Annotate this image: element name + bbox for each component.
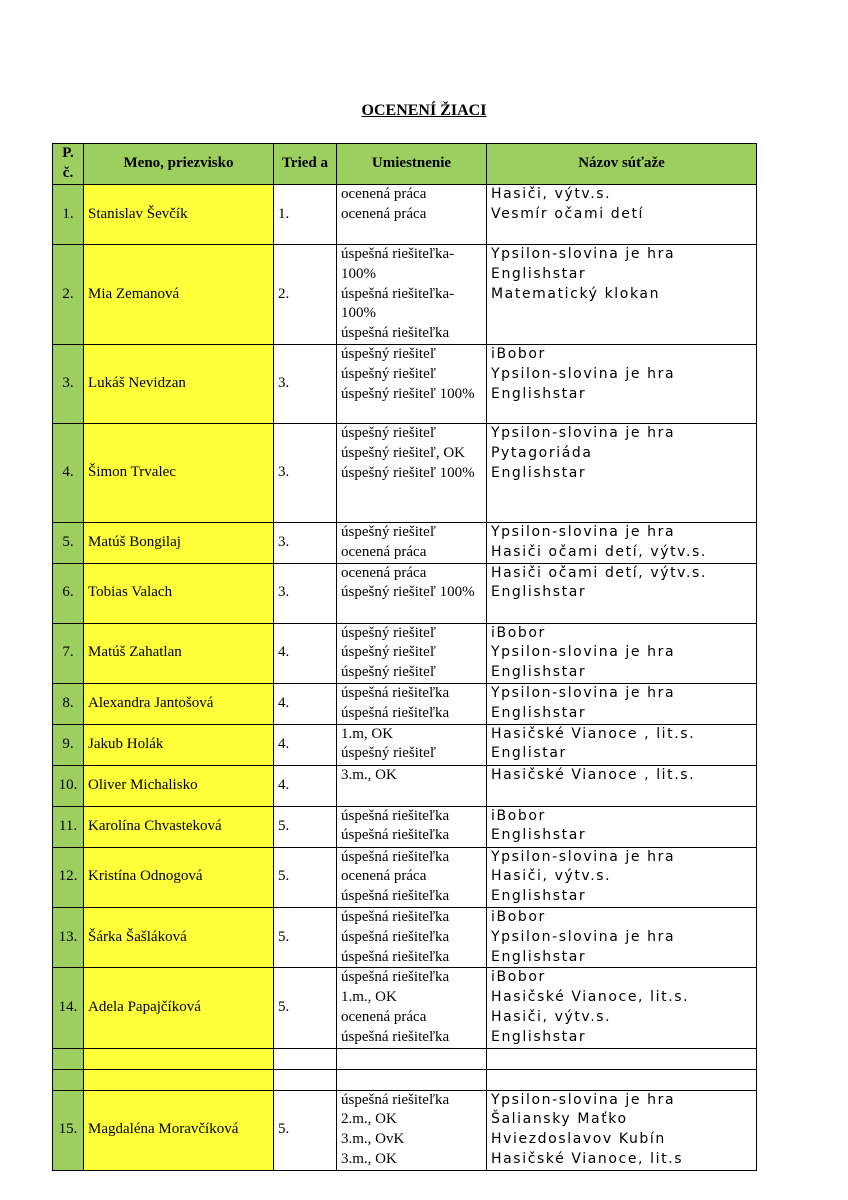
row-number: 4. xyxy=(53,423,84,522)
competition-cell xyxy=(487,522,757,563)
row-number: 5. xyxy=(53,522,84,563)
competition-name: Ypsilon-slovina je hra xyxy=(491,644,676,661)
placement-cell xyxy=(337,1090,487,1170)
student-name: Adela Papajčíková xyxy=(84,968,274,1048)
header-competition: Názov súťaže xyxy=(487,144,757,185)
header-num: P. č. xyxy=(53,144,84,185)
competition-cell xyxy=(487,806,757,847)
student-name: Jakub Holák xyxy=(84,724,274,765)
placement-cell xyxy=(337,185,487,245)
student-name: Šárka Šašláková xyxy=(84,907,274,967)
placement-text: úspešná riešiteľka xyxy=(341,1028,450,1045)
table-row xyxy=(53,344,757,423)
competition-cell xyxy=(487,683,757,724)
competition-name: Hasiči očami detí, výtv.s. xyxy=(491,564,707,581)
competition-name: Englishstar xyxy=(491,265,587,282)
competition-cell xyxy=(487,968,757,1048)
placement-text: úspešná riešiteľka-100% xyxy=(341,285,455,322)
placement-cell xyxy=(337,724,487,765)
student-class: 4. xyxy=(274,623,337,683)
placement-text: ocenená práca xyxy=(341,543,427,560)
placement-text: úspešný riešiteľ xyxy=(341,664,436,681)
student-class: 4. xyxy=(274,765,337,806)
table-row xyxy=(53,724,757,765)
table-row xyxy=(53,1090,757,1170)
competition-name: Hasiči, výtv.s. xyxy=(491,868,612,885)
student-name: Matúš Zahatlan xyxy=(84,623,274,683)
row-number: 3. xyxy=(53,344,84,423)
table-row xyxy=(53,423,757,522)
placement-text: 3.m., OK xyxy=(341,766,397,783)
competition-name: Englishstar xyxy=(491,584,587,601)
row-number xyxy=(53,1048,84,1069)
placement-text: úspešný riešiteľ xyxy=(341,365,436,382)
competition-name: Pytagoriáda xyxy=(491,444,593,461)
table-row xyxy=(53,522,757,563)
student-class: 5. xyxy=(274,907,337,967)
competition-name: Englistar xyxy=(491,745,567,762)
student-class xyxy=(274,1069,337,1090)
row-number: 8. xyxy=(53,683,84,724)
placement-text: úspešný riešiteľ, OK xyxy=(341,444,465,461)
table-row xyxy=(53,968,757,1048)
competition-name: Ypsilon-slovina je hra xyxy=(491,424,676,441)
placement-text: úspešný riešiteľ xyxy=(341,745,436,762)
row-number: 12. xyxy=(53,847,84,907)
student-class: 5. xyxy=(274,806,337,847)
competition-name: Ypsilon-slovina je hra xyxy=(491,928,676,945)
placement-text: ocenená práca xyxy=(341,205,427,222)
competition-name: Hasiči očami detí, výtv.s. xyxy=(491,543,707,560)
student-class xyxy=(274,1048,337,1069)
placement-cell xyxy=(337,968,487,1048)
competition-name: Ypsilon-slovina je hra xyxy=(491,684,676,701)
placement-text: 1.m, OK xyxy=(341,725,394,742)
awards-table xyxy=(52,143,757,1171)
placement-text: ocenená práca xyxy=(341,186,427,202)
student-class: 5. xyxy=(274,968,337,1048)
table-row xyxy=(53,185,757,245)
placement-cell xyxy=(337,344,487,423)
row-number: 11. xyxy=(53,806,84,847)
placement-text: úspešná riešiteľka xyxy=(341,827,450,844)
row-number: 9. xyxy=(53,724,84,765)
student-name: Matúš Bongilaj xyxy=(84,522,274,563)
row-number: 15. xyxy=(53,1090,84,1170)
row-number: 13. xyxy=(53,907,84,967)
competition-cell xyxy=(487,724,757,765)
student-class: 3. xyxy=(274,563,337,623)
placement-cell xyxy=(337,522,487,563)
student-class: 4. xyxy=(274,724,337,765)
competition-name: Englishstar xyxy=(491,948,587,965)
placement-cell xyxy=(337,563,487,623)
student-name xyxy=(84,1069,274,1090)
competition-name: iBobor xyxy=(491,807,546,824)
student-class: 4. xyxy=(274,683,337,724)
student-name: Šimon Trvalec xyxy=(84,423,274,522)
student-name: Lukáš Nevidzan xyxy=(84,344,274,423)
placement-cell xyxy=(337,847,487,907)
placement-text: úspešný riešiteľ xyxy=(341,624,436,641)
placement-text: úspešná riešiteľka xyxy=(341,684,450,701)
table-row xyxy=(53,623,757,683)
student-name xyxy=(84,1048,274,1069)
competition-name: Hasičské Vianoce, lit.s xyxy=(491,1150,684,1167)
placement-text: úspešný riešiteľ xyxy=(341,424,436,441)
competition-name: Englishstar xyxy=(491,888,587,905)
table-row xyxy=(53,907,757,967)
student-name: Magdaléna Moravčíková xyxy=(84,1090,274,1170)
student-name: Tobias Valach xyxy=(84,563,274,623)
competition-name: Englishstar xyxy=(491,704,587,721)
competition-name: Hasiči, výtv.s. xyxy=(491,1008,612,1025)
placement-text: úspešná riešiteľka xyxy=(341,888,450,905)
table-row xyxy=(53,806,757,847)
student-class: 3. xyxy=(274,423,337,522)
placement-cell xyxy=(337,1069,487,1090)
row-number: 7. xyxy=(53,623,84,683)
placement-text: ocenená práca xyxy=(341,868,427,885)
competition-cell xyxy=(487,344,757,423)
competition-cell xyxy=(487,245,757,345)
competition-cell xyxy=(487,423,757,522)
student-class: 3. xyxy=(274,344,337,423)
row-number xyxy=(53,1069,84,1090)
table-row xyxy=(53,563,757,623)
row-number: 14. xyxy=(53,968,84,1048)
placement-text: 2.m., OK xyxy=(341,1111,397,1128)
table-row xyxy=(53,847,757,907)
competition-cell xyxy=(487,765,757,806)
placement-text: úspešná riešiteľka xyxy=(341,928,450,945)
placement-text: úspešná riešiteľka xyxy=(341,969,450,986)
placement-cell xyxy=(337,765,487,806)
header-row xyxy=(53,144,757,185)
placement-cell xyxy=(337,907,487,967)
header-place: Umiestnenie xyxy=(337,144,487,185)
competition-name: Englishstar xyxy=(491,385,587,402)
student-class: 1. xyxy=(274,185,337,245)
placement-text: úspešná riešiteľka-100% xyxy=(341,246,455,282)
placement-text: úspešný riešiteľ 100% xyxy=(341,464,475,481)
placement-text: úspešná riešiteľka xyxy=(341,807,450,824)
placement-text: úspešný riešiteľ xyxy=(341,644,436,661)
competition-cell xyxy=(487,1069,757,1090)
row-number: 2. xyxy=(53,245,84,345)
competition-name: Hasiči, výtv.s. xyxy=(491,186,612,202)
student-class: 5. xyxy=(274,1090,337,1170)
table-row xyxy=(53,1069,757,1090)
competition-name: Ypsilon-slovina je hra xyxy=(491,365,676,382)
competition-name: Ypsilon-slovina je hra xyxy=(491,246,676,262)
header-grade: Tried a xyxy=(274,144,337,185)
placement-cell xyxy=(337,1048,487,1069)
competition-name: Hasičské Vianoce , lit.s. xyxy=(491,725,696,742)
placement-text: ocenená práca xyxy=(341,1008,427,1025)
placement-text: úspešná riešiteľka xyxy=(341,848,450,865)
competition-name: Ypsilon-slovina je hra xyxy=(491,523,676,540)
table-row xyxy=(53,683,757,724)
table-row xyxy=(53,1048,757,1069)
student-name: Kristína Odnogová xyxy=(84,847,274,907)
competition-name: Englishstar xyxy=(491,464,587,481)
placement-text: 1.m., OK xyxy=(341,989,397,1006)
placement-cell xyxy=(337,423,487,522)
competition-name: Hviezdoslavov Kubín xyxy=(491,1131,666,1148)
placement-cell xyxy=(337,683,487,724)
student-name: Mia Zemanová xyxy=(84,245,274,345)
placement-text: 3.m., OvK xyxy=(341,1131,405,1148)
competition-name: Šaliansky Maťko xyxy=(491,1111,628,1128)
table-row xyxy=(53,765,757,806)
competition-name: Ypsilon-slovina je hra xyxy=(491,848,676,865)
competition-name: Englishstar xyxy=(491,827,587,844)
competition-name: Vesmír očami detí xyxy=(491,205,645,222)
placement-text: úspešný riešiteľ 100% xyxy=(341,385,475,402)
placement-text: úspešný riešiteľ 100% xyxy=(341,584,475,601)
table-row xyxy=(53,245,757,345)
competition-name: Ypsilon-slovina je hra xyxy=(491,1091,676,1108)
competition-cell xyxy=(487,1048,757,1069)
placement-cell xyxy=(337,623,487,683)
placement-cell xyxy=(337,806,487,847)
competition-name: iBobor xyxy=(491,624,546,641)
placement-text: 3.m., OK xyxy=(341,1150,397,1167)
row-number: 1. xyxy=(53,185,84,245)
placement-text: úspešná riešiteľka xyxy=(341,908,450,925)
placement-text: úspešná riešiteľka xyxy=(341,325,450,342)
competition-name: Englishstar xyxy=(491,664,587,681)
student-class: 3. xyxy=(274,522,337,563)
competition-name: Englishstar xyxy=(491,1028,587,1045)
student-name: Alexandra Jantošová xyxy=(84,683,274,724)
placement-text: úspešná riešiteľka xyxy=(341,1091,450,1108)
student-class: 5. xyxy=(274,847,337,907)
competition-cell xyxy=(487,185,757,245)
student-name: Stanislav Ševčík xyxy=(84,185,274,245)
competition-name: Hasičské Vianoce, lit.s. xyxy=(491,989,690,1006)
placement-text: ocenená práca xyxy=(341,564,427,581)
student-name: Oliver Michalisko xyxy=(84,765,274,806)
competition-name: iBobor xyxy=(491,345,546,362)
placement-text: úspešná riešiteľka xyxy=(341,948,450,965)
competition-name: Matematický klokan xyxy=(491,285,661,302)
competition-cell xyxy=(487,623,757,683)
competition-cell xyxy=(487,1090,757,1170)
competition-name: Hasičské Vianoce , lit.s. xyxy=(491,766,696,783)
competition-name: iBobor xyxy=(491,908,546,925)
competition-cell xyxy=(487,907,757,967)
competition-name: iBobor xyxy=(491,969,546,986)
page-title: OCENENÍ ŽIACI xyxy=(361,102,487,119)
competition-cell xyxy=(487,563,757,623)
student-class: 2. xyxy=(274,245,337,345)
student-name: Karolína Chvasteková xyxy=(84,806,274,847)
competition-cell xyxy=(487,847,757,907)
placement-text: úspešný riešiteľ xyxy=(341,523,436,540)
row-number: 6. xyxy=(53,563,84,623)
header-name: Meno, priezvisko xyxy=(84,144,274,185)
placement-cell xyxy=(337,245,487,345)
placement-text: úspešná riešiteľka xyxy=(341,704,450,721)
row-number: 10. xyxy=(53,765,84,806)
placement-text: úspešný riešiteľ xyxy=(341,345,436,362)
